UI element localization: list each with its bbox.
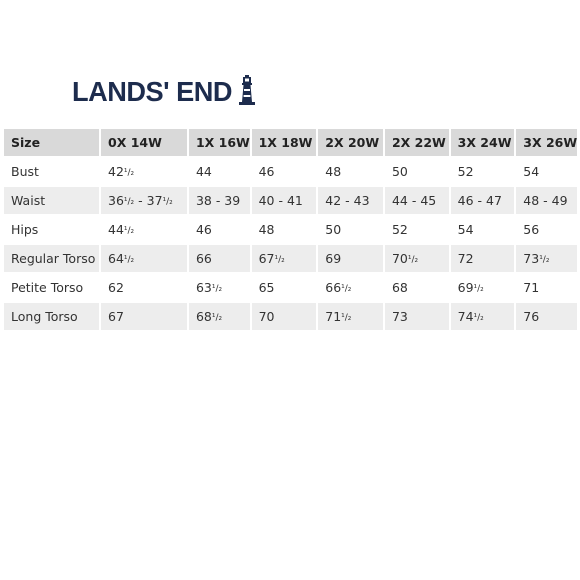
lighthouse-icon [239, 75, 255, 105]
table-row [4, 274, 577, 301]
brand-logo-text: LANDS' END [72, 76, 233, 107]
header-size: Size [4, 129, 99, 156]
row-label: Bust [4, 158, 99, 185]
half-fraction: ¹/₂ [123, 255, 135, 265]
table-cell: 69¹/₂ [451, 274, 515, 301]
header-size-column: 3X 26W [516, 129, 577, 156]
half-fraction: ¹/₂ [473, 284, 484, 294]
half-fraction: ¹/₂ [211, 284, 223, 294]
table-cell: 68 [385, 274, 449, 301]
table-cell: 44 - 45 [385, 187, 449, 214]
table-cell: 40 - 41 [252, 187, 317, 214]
table-cell: 46 - 47 [451, 187, 515, 214]
table-cell: 72 [451, 245, 515, 272]
table-cell: 62 [101, 274, 187, 301]
table-cell: 54 [451, 216, 515, 243]
table-cell: 42¹/₂ [101, 158, 187, 185]
row-label: Petite Torso [4, 274, 99, 301]
row-label: Long Torso [4, 303, 99, 330]
half-fraction: ¹/₂ [341, 284, 352, 294]
table-cell: 48 - 49 [516, 187, 577, 214]
half-fraction: ¹/₂ [473, 313, 484, 323]
table-cell: 38 - 39 [189, 187, 250, 214]
half-fraction: ¹/₂ [123, 168, 135, 178]
table-cell: 50 [385, 158, 449, 185]
table-row [4, 216, 577, 243]
table-cell: 66 [189, 245, 250, 272]
table-cell: 71¹/₂ [318, 303, 383, 330]
table-cell: 48 [318, 158, 383, 185]
table-cell: 48 [252, 216, 317, 243]
table-cell: 54 [516, 158, 577, 185]
table-cell: 46 [252, 158, 317, 185]
table-cell: 70¹/₂ [385, 245, 449, 272]
table-cell: 73 [385, 303, 449, 330]
header-size-column: 0X 14W [101, 129, 187, 156]
table-cell: 76 [516, 303, 577, 330]
half-fraction: ¹/₂ [407, 255, 419, 265]
table-cell: 71 [516, 274, 577, 301]
half-fraction: ¹/₂ [211, 313, 223, 323]
table-header-row [4, 129, 577, 156]
row-label: Hips [4, 216, 99, 243]
table-row [4, 245, 577, 272]
table-cell: 50 [318, 216, 383, 243]
table-row [4, 158, 577, 185]
half-fraction: ¹/₂ [123, 226, 135, 236]
table-cell: 66¹/₂ [318, 274, 383, 301]
table-body [4, 158, 577, 330]
table-cell: 36¹/₂ - 37¹/₂ [101, 187, 187, 214]
header-size-column: 1X 16W [189, 129, 250, 156]
table-cell: 52 [451, 158, 515, 185]
half-fraction: ¹/₂ [539, 255, 550, 265]
table-cell: 68¹/₂ [189, 303, 250, 330]
table-cell: 44 [189, 158, 250, 185]
half-fraction: ¹/₂ [123, 197, 135, 207]
size-chart-table [2, 127, 579, 332]
header-size-column: 2X 20W [318, 129, 383, 156]
table-cell: 42 - 43 [318, 187, 383, 214]
table-cell: 70 [252, 303, 317, 330]
header-size-column: 2X 22W [385, 129, 449, 156]
table-row [4, 303, 577, 330]
table-cell: 67 [101, 303, 187, 330]
table-cell: 67¹/₂ [252, 245, 317, 272]
table-row [4, 187, 577, 214]
table-cell: 73¹/₂ [516, 245, 577, 272]
brand-logo [72, 66, 255, 106]
header-size-column: 3X 24W [451, 129, 515, 156]
table-cell: 56 [516, 216, 577, 243]
table-cell: 44¹/₂ [101, 216, 187, 243]
row-label: Regular Torso [4, 245, 99, 272]
half-fraction: ¹/₂ [162, 197, 173, 207]
table-cell: 64¹/₂ [101, 245, 187, 272]
table-cell: 65 [252, 274, 317, 301]
table-cell: 69 [318, 245, 383, 272]
table-cell: 46 [189, 216, 250, 243]
table-cell: 74¹/₂ [451, 303, 515, 330]
table-cell: 52 [385, 216, 449, 243]
row-label: Waist [4, 187, 99, 214]
table-cell: 63¹/₂ [189, 274, 250, 301]
half-fraction: ¹/₂ [274, 255, 285, 265]
header-size-column: 1X 18W [252, 129, 317, 156]
half-fraction: ¹/₂ [341, 313, 352, 323]
